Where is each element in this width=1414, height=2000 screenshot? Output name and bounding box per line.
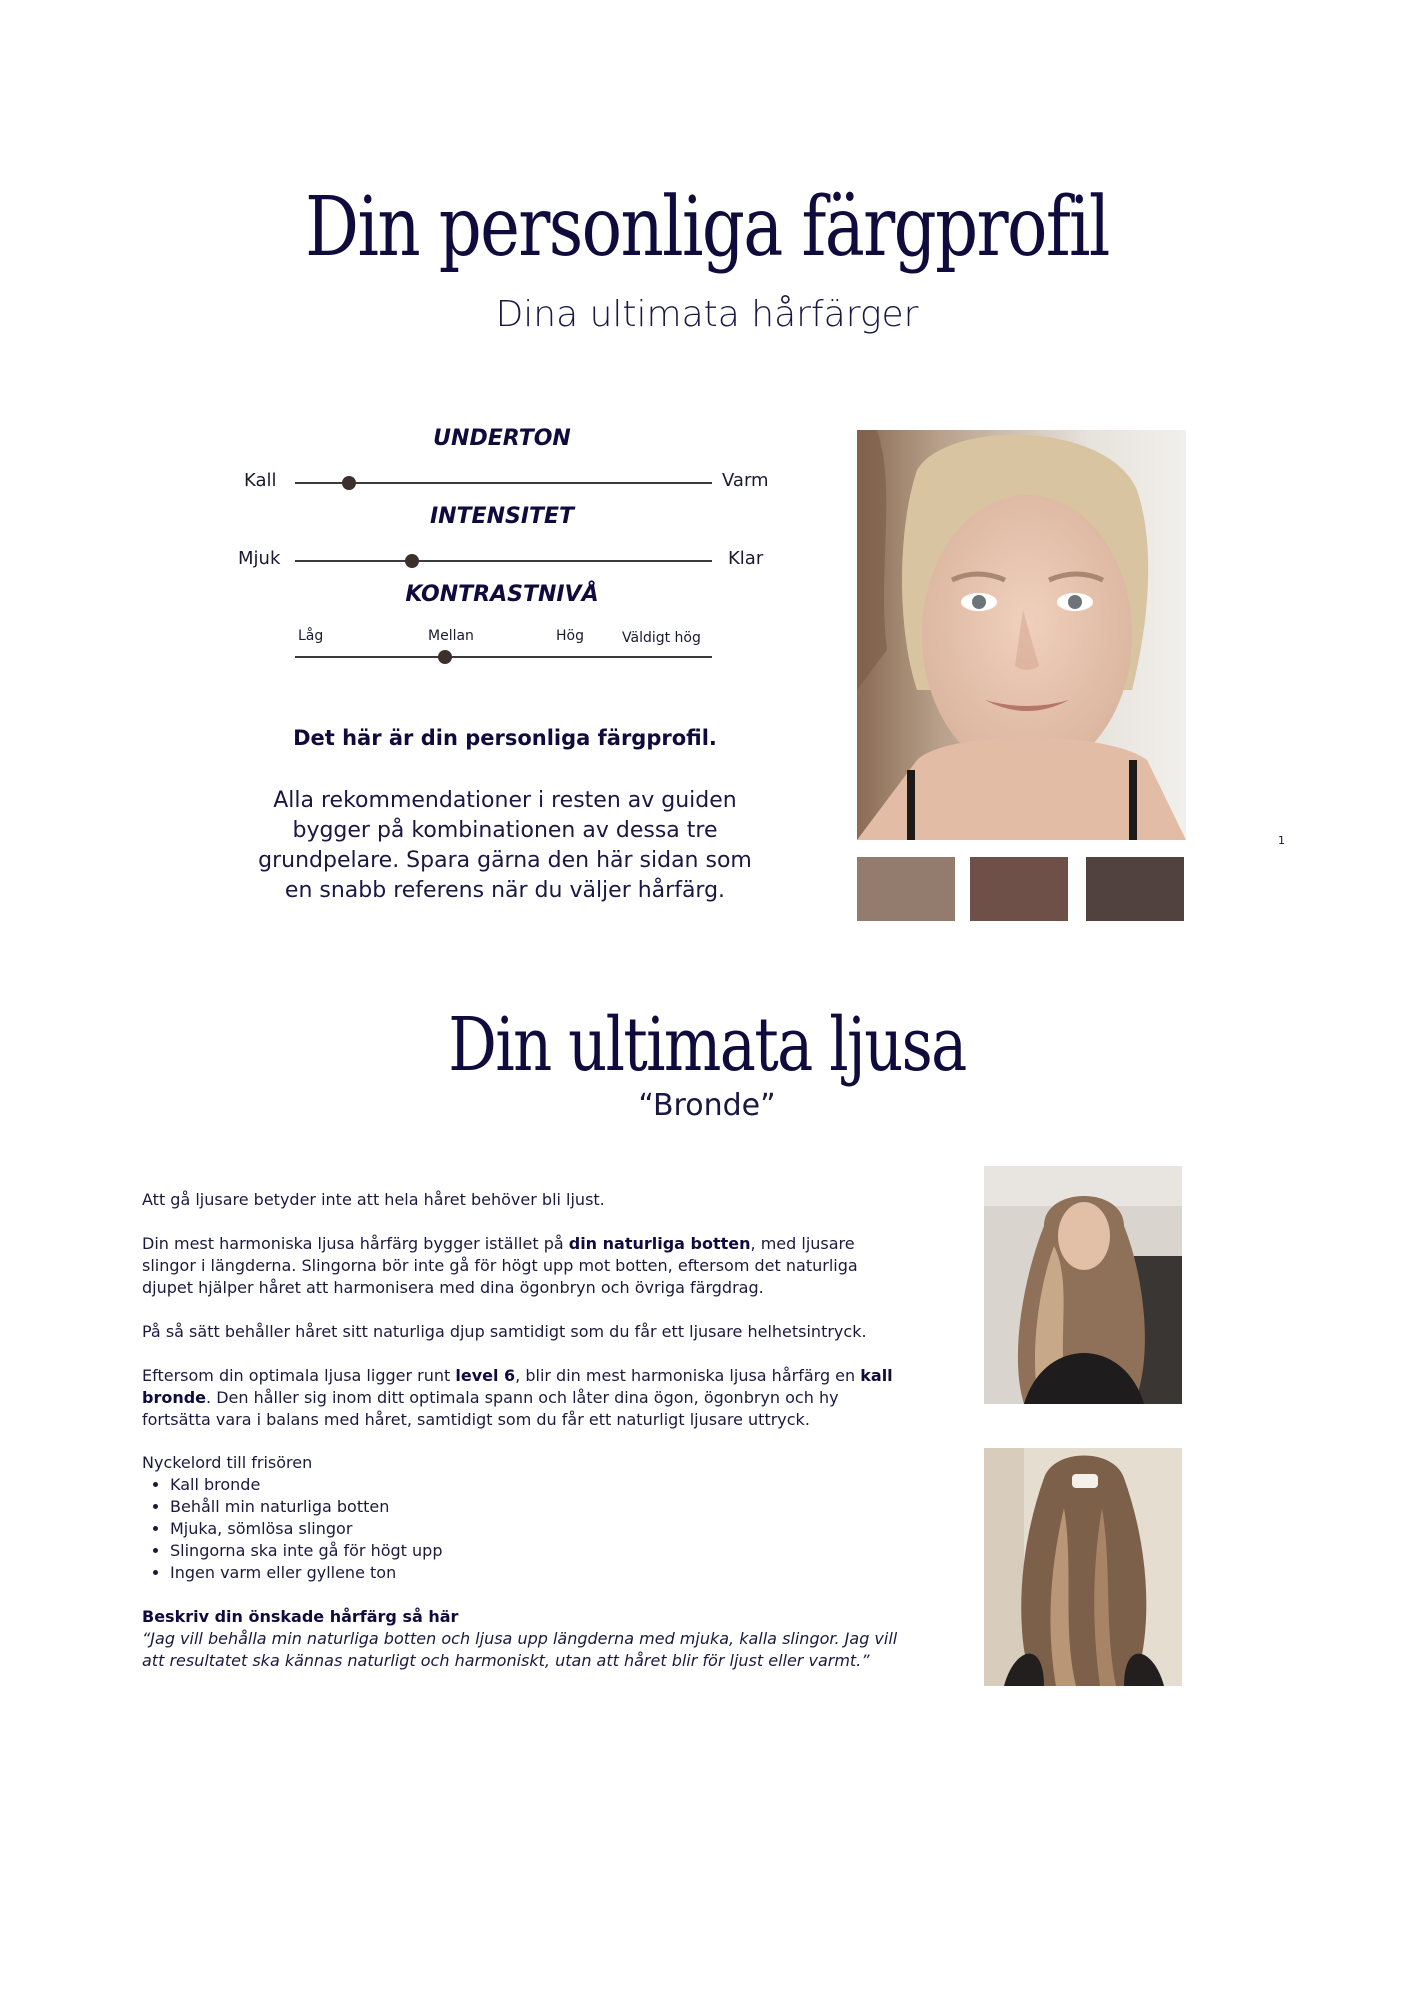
color-swatch-medium (970, 857, 1068, 921)
page-title: Din personliga färgprofil (305, 180, 1109, 275)
describe-quote: “Jag vill behålla min naturliga botten och ljusa upp längderna med mjuka, kalla slingor. Jag vill att resultatet ska kännas naturligt och harmoniskt, utan att håret blir för ljust eller varmt.” (142, 1629, 898, 1670)
undertone-scale-track (295, 482, 712, 484)
list-item: • Ingen varm eller gyllene ton (170, 1562, 443, 1584)
paragraph-depth: På så sätt behåller håret sitt naturliga djup samtidigt som du får ett ljusare helhetsintryck. (142, 1322, 867, 1341)
section-title: Din ultimata ljusa (448, 1002, 966, 1088)
bronde-hair-photo-front (984, 1166, 1182, 1404)
list-item: • Slingorna ska inte gå för högt upp (170, 1540, 443, 1562)
list-item: • Mjuka, sömlösa slingor (170, 1518, 443, 1540)
keywords-heading: Nyckelord till frisören (142, 1453, 313, 1472)
describe-heading: Beskriv din önskade hårfärg så här (142, 1607, 459, 1626)
contrast-scale-marker (438, 650, 452, 664)
contrast-level-high: Hög (556, 628, 584, 644)
intensity-right-label: Klar (728, 548, 764, 569)
contrast-level-very-high: Väldigt hög (622, 630, 701, 646)
contrast-scale-track (295, 656, 712, 658)
contrast-heading: KONTRASTNIVÅ (405, 582, 599, 607)
undertone-right-label: Varm (722, 470, 769, 491)
profile-note-body: Alla rekommendationer i resten av guiden bygger på kombinationen av dessa tre grundpelare. Spara gärna den här sidan som en snabb referens när du väljer hårfärg. (258, 788, 752, 903)
page-subtitle: Dina ultimata hårfärger (495, 294, 919, 335)
color-swatch-light (857, 857, 955, 921)
paragraph-level: Eftersom din optimala ljusa ligger runt level 6, blir din mest harmoniska ljusa hårfärg en kall bronde. Den håller sig inom ditt optimala spann och låter dina ögon, ögonbryn och hy fortsätta vara i balans med håret, samtidigt som du får ett naturligt ljusare uttryck. (142, 1366, 893, 1429)
undertone-scale-marker (342, 476, 356, 490)
profile-note-title: Det här är din personliga färgprofil. (293, 726, 717, 750)
color-swatch-dark (1086, 857, 1184, 921)
intensity-heading: INTENSITET (429, 504, 575, 529)
intensity-left-label: Mjuk (238, 548, 281, 569)
intensity-scale-track (295, 560, 712, 562)
keywords-list (142, 1474, 443, 1584)
bronde-hair-photo-back (984, 1448, 1182, 1686)
list-item: • Behåll min naturliga botten (170, 1496, 443, 1518)
list-item: • Kall bronde (170, 1474, 443, 1496)
undertone-heading: UNDERTON (433, 426, 571, 451)
page-number: 1 (1278, 834, 1285, 847)
paragraph-natural-base: Din mest harmoniska ljusa hårfärg bygger istället på din naturliga botten, med ljusare slingor i längderna. Slingorna bör inte gå för högt upp mot botten, eftersom det naturliga djupet hjälper håret att harmonisera med dina ögonbryn och övriga färgdrag. (142, 1234, 858, 1297)
intensity-scale-marker (405, 554, 419, 568)
undertone-left-label: Kall (244, 470, 277, 491)
contrast-level-medium: Mellan (428, 628, 474, 644)
contrast-level-low: Låg (298, 628, 324, 644)
section-subtitle: “Bronde” (638, 1088, 776, 1123)
portrait-photo (857, 430, 1186, 840)
paragraph-intro: Att gå ljusare betyder inte att hela håret behöver bli ljust. (142, 1190, 605, 1209)
